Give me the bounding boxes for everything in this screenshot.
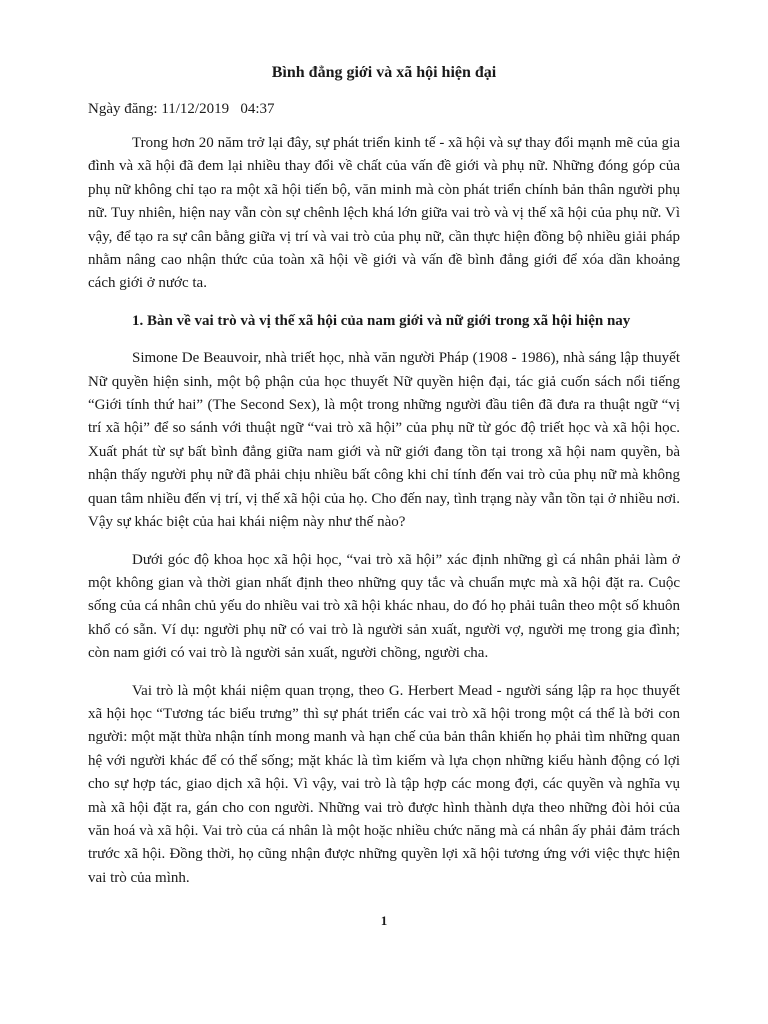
publish-date: Ngày đăng: 11/12/2019 04:37 — [88, 101, 275, 117]
page-number: 1 — [380, 913, 388, 928]
section-heading: 1. Bàn về vai trò và vị thế xã hội của nam giới và nữ giới trong xã hội hiện nay — [132, 312, 631, 329]
paragraph-intro: Trong hơn 20 năm trở lại đây, sự phát triển kinh tế - xã hội và sự thay đổi mạnh mẽ của gia đình và xã hội đã đem lại nhiều thay đổi về chất của vấn đề giới và phụ nữ. Những đóng góp của phụ nữ không chỉ tạo ra một xã hội tiến bộ, văn minh mà còn phát triển chính bản thân người phụ nữ. Tuy nhiên, hiện nay vẫn còn sự chênh lệch khá lớn giữa vai trò và vị thế xã hội của phụ nữ. Vì vậy, để tạo ra sự cân bằng giữa vị trí và vai trò của phụ nữ, cần thực hiện đồng bộ nhiều giải pháp nhằm nâng cao nhận thức của toàn xã hội về giới và vấn đề bình đẳng giới để xóa dần khoảng cách giới ở nước ta. — [88, 135, 680, 292]
document-title: Bình đẳng giới và xã hội hiện đại — [271, 64, 497, 81]
paragraph-beauvoir: Simone De Beauvoir, nhà triết học, nhà văn người Pháp (1908 - 1986), nhà sáng lập thuyết Nữ quyền hiện sinh, một bộ phận của học thuyết Nữ quyền hiện đại, tác giả cuốn sách nổi tiếng “Giới tính thứ hai” (The Second Sex), là một trong những người đầu tiên đã đưa ra thuật ngữ “vị trí xã hội” để so sánh với thuật ngữ “vai trò xã hội” của phụ nữ từ góc độ triết học và xã hội học. Xuất phát từ sự bất bình đẳng giữa nam giới và nữ giới đang tồn tại trong xã hội nam quyền, bà nhận thấy người phụ nữ đã phải chịu nhiều bất công khi chỉ tính đến vai trò của phụ nữ mà không quan tâm nhiều đến vị trí, vị thế xã hội của họ. Cho đến nay, tình trạng này vẫn tồn tại ở nhiều nơi. Vậy sự khác biệt của hai khái niệm này như thế nào? — [88, 350, 680, 531]
paragraph-social-role: Dưới góc độ khoa học xã hội học, “vai trò xã hội” xác định những gì cá nhân phải làm ở một không gian và thời gian nhất định theo những quy tắc và chuẩn mực mà xã hội đặt ra. Cuộc sống của cá nhân chủ yếu do nhiều vai trò xã hội khác nhau, do đó họ phải tuân theo một số khuôn khổ có sẵn. Ví dụ: người phụ nữ có vai trò là người sản xuất, người vợ, người mẹ trong gia đình; còn nam giới có vai trò là người sản xuất, người chồng, người cha. — [88, 551, 680, 662]
paragraph-mead: Vai trò là một khái niệm quan trọng, theo G. Herbert Mead - người sáng lập ra học thuyết xã hội học “Tương tác biểu trưng” thì sự phát triển các vai trò xã hội trong một cá thể là bởi con người: một mặt thừa nhận tính mong manh và hạn chế của bản thân khiến họ phải tìm những quan hệ với người khác để có thể sống; mặt khác là tìm kiếm và lựa chọn những kiểu hành động có lợi cho sự hợp tác, giao dịch xã hội. Vì vậy, vai trò là tập hợp các mong đợi, các quyền và nghĩa vụ mà xã hội đặt ra, gán cho con người. Những vai trò được hình thành dựa theo những đòi hỏi của văn hoá và xã hội. Vai trò của cá nhân là một hoặc nhiều chức năng mà cá nhân ấy phải đảm trách trước xã hội. Đồng thời, họ cũng nhận được những quyền lợi xã hội tương ứng với việc thực hiện vai trò của mình. — [88, 682, 680, 886]
